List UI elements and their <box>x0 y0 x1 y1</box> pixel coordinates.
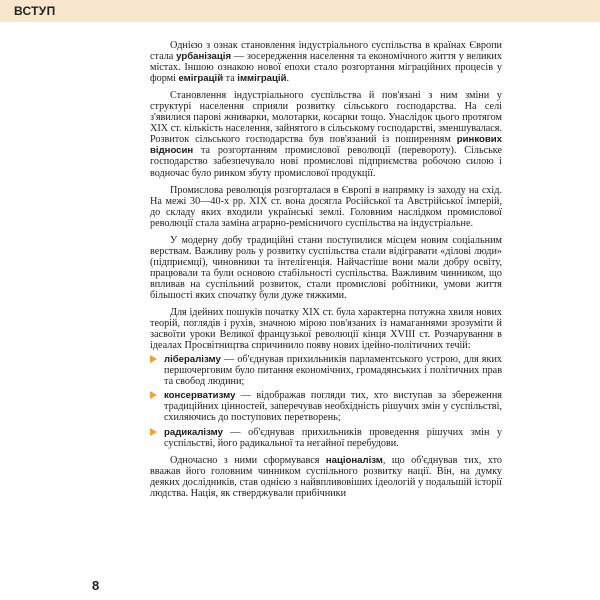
paragraph-ideologies-intro: Для ідейних пошуків початку XIX ст. була характерна потужна хвиля нових теорій, поглядів і рухів, значною мірою пов'язаних із намаганнями зрозуміти й засвоїти уроки Великої французької революції кінця XVIII ст. Розчарування в ідеалах Просвітництва спричинило появу нових ідейно-політичних течій: <box>150 307 502 352</box>
text-run: . <box>286 73 290 85</box>
text-run: — зосередження населення та економічного життя у великих містах. Іншою ознакою нової епохи стало розгортання міграційних процесів у формі <box>150 51 502 85</box>
term-immigration: імміграцій <box>237 73 287 85</box>
text-run: , що об'єднував тих, хто вважав його головним чинником суспільного розвитку нації. Він, на думку деяких дослідників, став однією з найвпливовіших ідеологій у подальшій історії людства. Нація, як стверджували прибічники <box>150 454 502 499</box>
text-run: та <box>223 73 238 85</box>
paragraph-social-strata: У модерну добу традиційні стани поступилися місцем новим соціальним верствам. Важливу роль у розвитку суспільства стали відігравати «ділові люди» (підприємці), чиновники та інтелігенція. Найчастіше вони мали добру освіту, працювали та були основою стабільності суспільства. Важливим чинником, що впливав на суспільний розвиток, стали промислові робітники, умови життя більшості яких спочатку були дуже тяжкими. <box>150 234 502 301</box>
text-run: та розгортанням промислової революції (перевороту). Сільське господарство забезпечувало нові промислові підприємства робочою силою і водночас було ринком збуту промислової продукції. <box>150 145 502 179</box>
text-run: — відображав погляди тих, хто виступав за збереження традиційних цінностей, заперечував необхідність рішучих змін у суспільстві, схиляючись до поступових перетворень; <box>164 390 502 424</box>
arrow-bullet-icon <box>150 355 157 363</box>
text-run: Становлення індустріального суспільства й пов'язані з ним зміни у структурі населення сприяли розвитку сільського господарства. На селі з'явилися парові жниварки, молотарки, косарки тощо. Унаслідок цього протягом XIX ст. кількість населення, зайнятого в сільському господарстві, зменшувалася. Розвиток сільського господарства був пов'язаний із поширенням <box>150 90 502 146</box>
term-liberalism: лібералізму <box>164 354 221 366</box>
section-title: ВСТУП <box>14 4 56 18</box>
term-market-relations: ринкових відносин <box>150 134 502 157</box>
page-number: 8 <box>92 578 100 593</box>
term-radicalism: радикалізму <box>164 426 223 438</box>
section-header-bar <box>0 0 600 22</box>
paragraph-nationalism <box>150 455 502 499</box>
text-run: — об'єднував прихильників проведення рішучих змін у суспільстві, його радикальної та негайної перебудови. <box>164 426 502 449</box>
term-emigration: еміграцій <box>178 73 224 85</box>
main-text <box>150 40 502 505</box>
bullet-conservatism <box>150 390 502 423</box>
arrow-bullet-icon <box>150 391 157 399</box>
text-run: — об'єднував прихильників парламентського устрою, для яких першочерговим було питання економічних, громадянських і політичних прав та свобод людини; <box>164 354 502 388</box>
term-urbanization: урбанізація <box>176 51 232 63</box>
arrow-bullet-icon <box>150 428 157 436</box>
paragraph-urbanization <box>150 40 502 84</box>
text-run: Однією з ознак становлення індустріального суспільства в країнах Європи стала <box>150 40 502 63</box>
paragraph-agriculture <box>150 90 502 178</box>
bullet-radicalism <box>150 427 502 449</box>
bullet-liberalism <box>150 354 502 387</box>
term-nationalism: націоналізм <box>325 454 383 466</box>
text-run: Одночасно з ними сформувався <box>170 454 326 466</box>
paragraph-industrial-revolution: Промислова революція розгорталася в Європі в напрямку із заходу на схід. На межі 30—40-х рр. XIX ст. вона досягла Російської та Австрійської імперій, до складу яких входили українські землі. Головним наслідком промислової революції стала заміна аграрно-ремісничого суспільства на індустріальне. <box>150 184 502 229</box>
term-conservatism: консерватизму <box>164 390 236 402</box>
